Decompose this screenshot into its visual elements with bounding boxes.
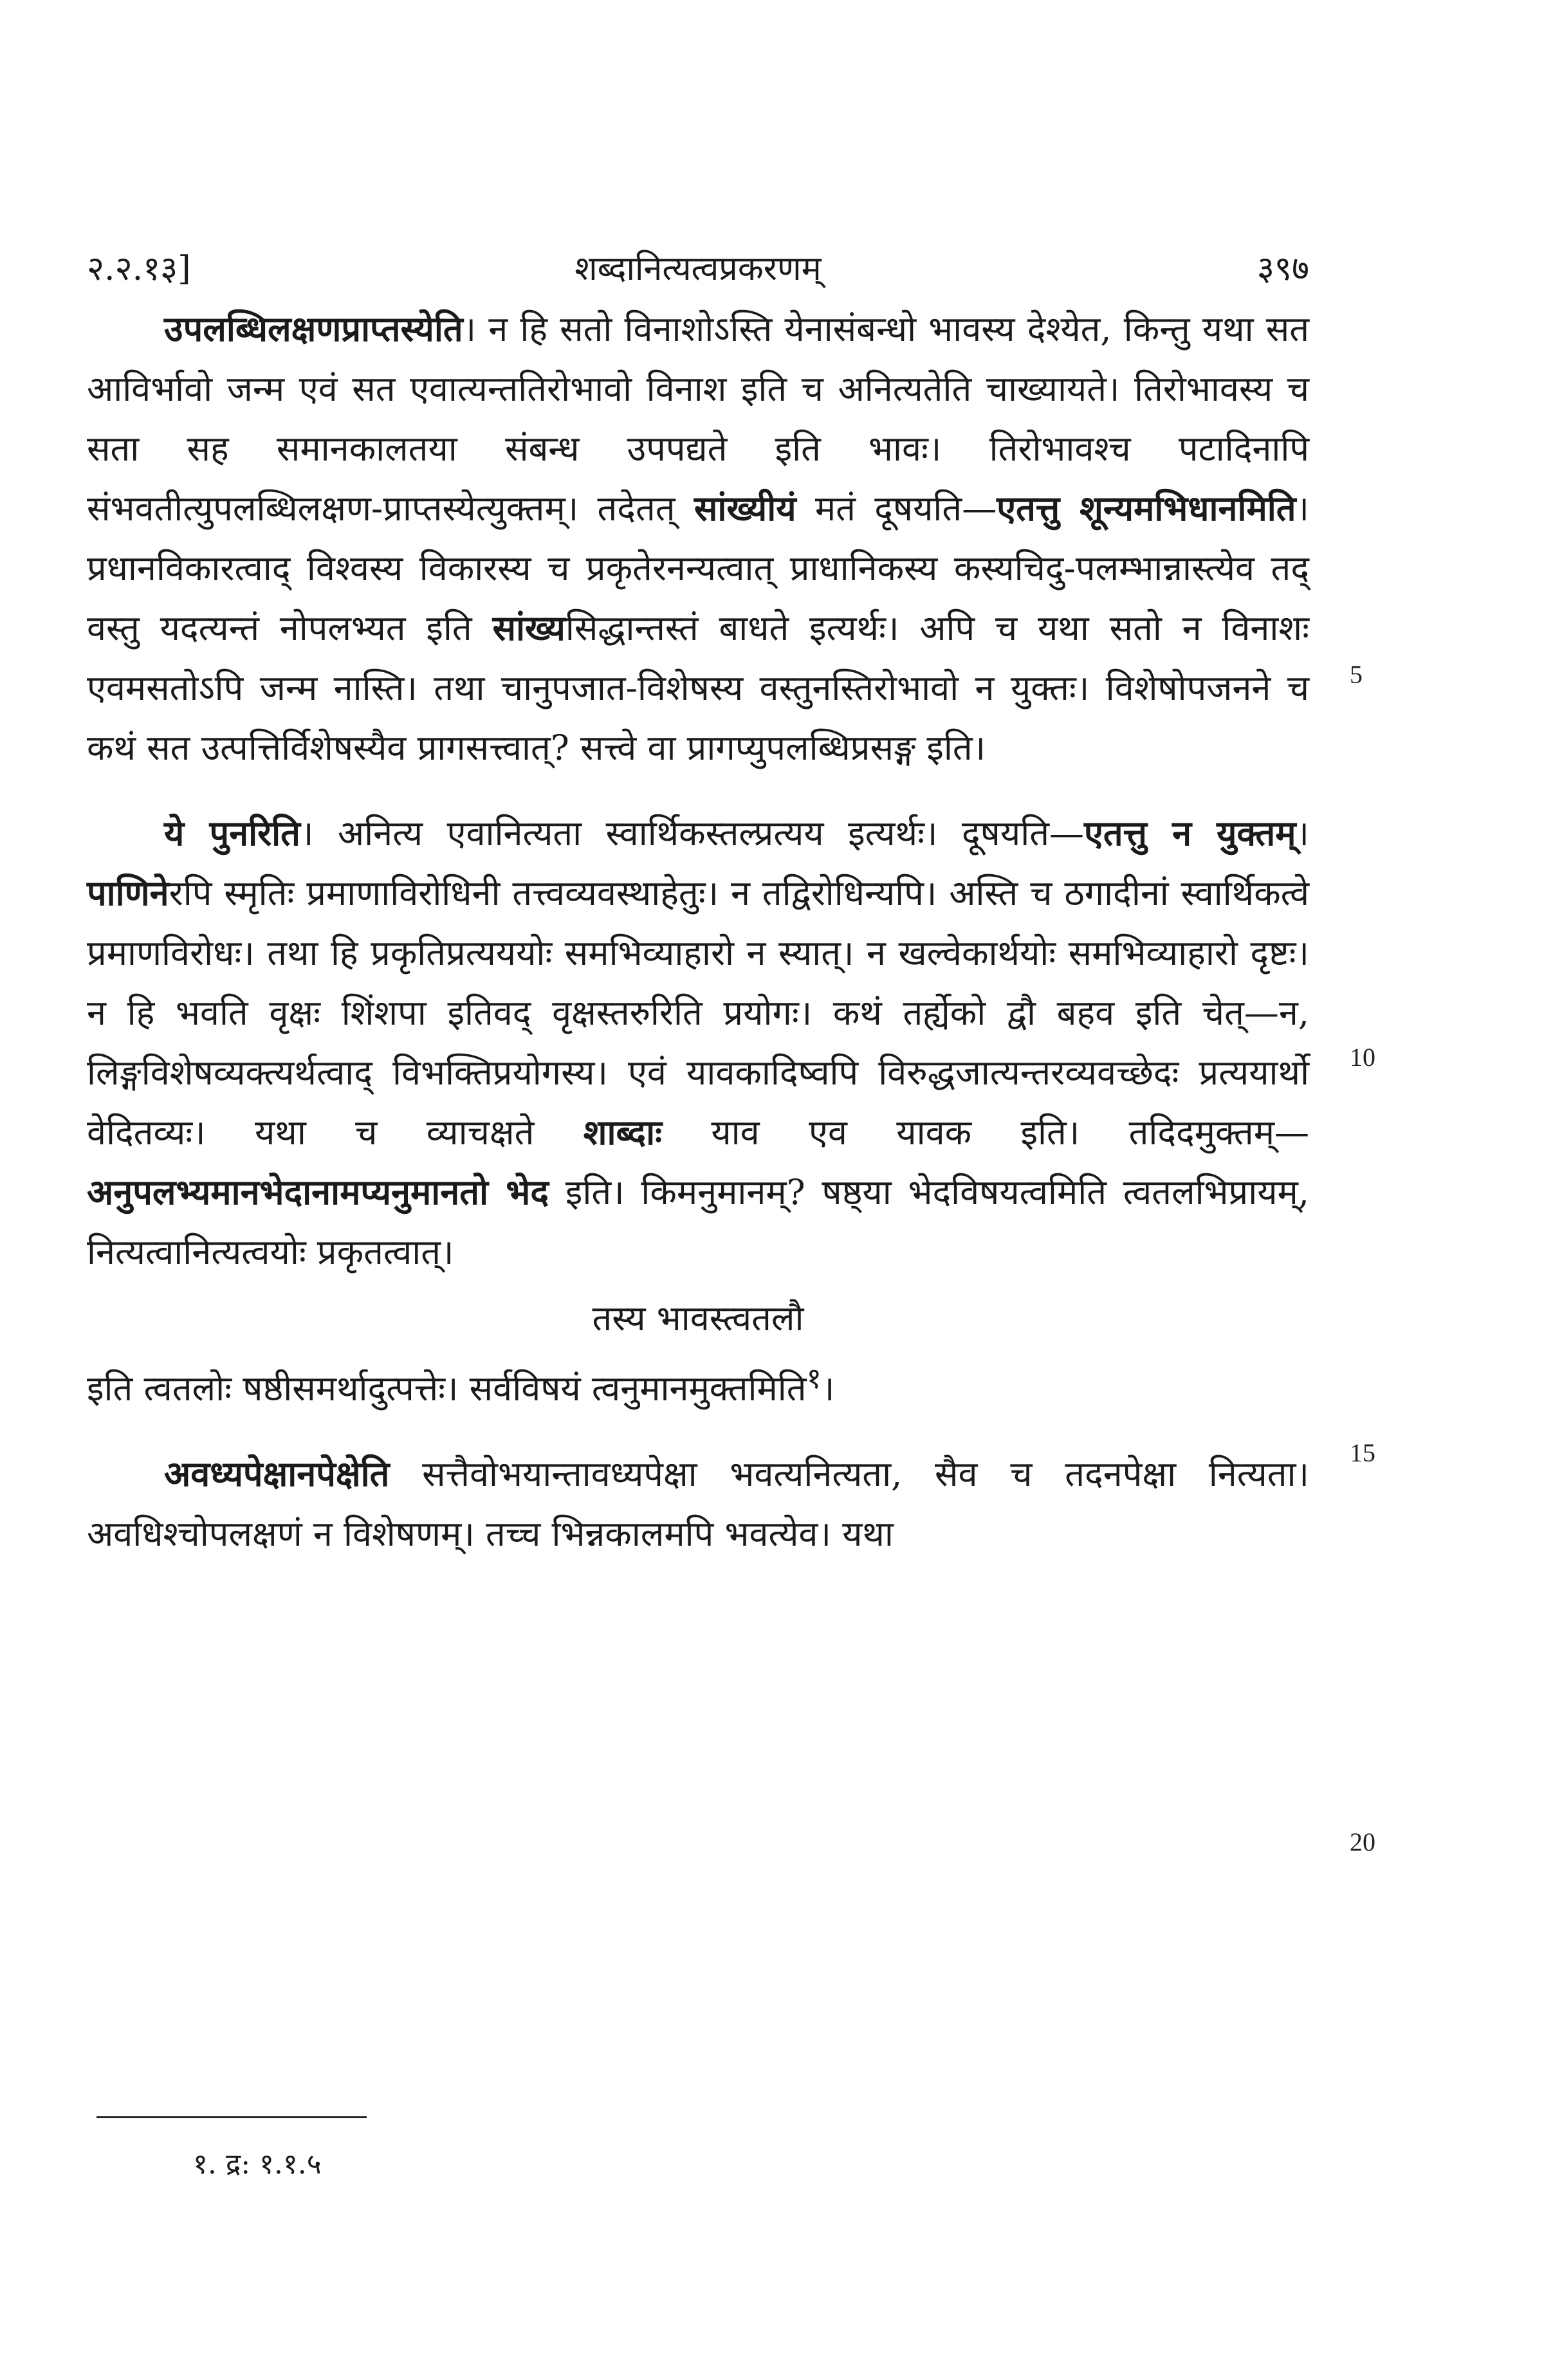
bold-term: पाणिने [87,872,169,913]
header-page-number: ३९७ [1256,250,1309,288]
paragraph-2: ये पुनरिति। अनित्य एवानित्यता स्वार्थिकस्तल्प्रत्यय इत्यर्थः। दूषयति—एतत्तु न युक्तम्। पाणिनेरपि स्मृतिः प्रमाणाविरोधिनी तत्त्वव्यवस्थाहेतुः। न तद्विरोधिन्यपि। अस्ति च ठगादीनां स्वार्थिकत्वे प्रमाणविरोधः। तथा हि प्रकृतिप्रत्यययोः समभिव्याहारो न स्यात्। न खल्वेकार्थयोः समभिव्याहारो दृष्टः। न हि भवति वृक्षः शिंशपा इतिवद् वृक्षस्तरुरिति प्रयोगः। कथं तर्ह्येको द्वौ बहव इति चेत्—न, लिङ्गविशेषव्यक्त्यर्थत्वाद् विभक्तिप्रयोगस्य। एवं यावकादिष्वपि विरुद्धजात्यन्तरव्यवच्छेदः प्रत्ययार्थो वेदितव्यः। यथा च व्याचक्षते शाब्दाः याव एव यावक इति। तदिदमुक्तम्—अनुपलभ्यमानभेदानामप्यनुमानतो भेद इति। किमनुमानम्? षष्ठ्या भेदविषयत्वमिति त्वतलभिप्रायम्, नित्यत्वानित्यत्वयोः प्रकृतत्वात्। [87,812,1310,1272]
bold-term: सांख्यीयं [694,488,796,529]
bold-term: सांख्य [492,607,565,648]
lemma: एतत्तु शून्यमभिधानमिति [997,488,1296,529]
running-header [87,243,1309,295]
footnote: १. द्र: १.१.५ [193,2148,322,2181]
line-number: 15 [1350,1438,1375,1467]
lemma: एतत्तु न युक्तम् [1083,812,1296,854]
main-text [87,299,1309,1564]
line-number: 5 [1350,660,1363,689]
header-chapter-title: शब्दानित्यत्वप्रकरणम् [574,250,822,288]
verse-quote: तस्य भावस्त्वतलौ [592,1298,804,1339]
line-number: 10 [1350,1043,1375,1072]
line-number: 20 [1350,1827,1375,1856]
footnote-marker: १ [806,1361,822,1395]
bold-term: शाब्दाः [583,1112,662,1153]
footnote-separator [96,2116,367,2118]
lemma: उपलब्धिलक्षणप्राप्तस्येति [164,308,463,349]
quotation: अनुपलभ्यमानभेदानामप्यनुमानतो भेद [87,1171,549,1213]
paragraph-1: उपलब्धिलक्षणप्राप्तस्येति। न हि सतो विनाशोऽस्ति येनासंबन्धो भावस्य देश्येत, किन्तु यथा सत आविर्भावो जन्म एवं सत एवात्यन्ततिरोभावो विनाश इति च अनित्यतेति चाख्यायते। तिरोभावस्य च सता सह समानकालतया संबन्ध उपपद्यते इति भावः। तिरोभावश्च पटादिनापि संभवतीत्युपलब्धिलक्षण-प्राप्तस्येत्युक्तम्। तदेतत् सांख्यीयं मतं दूषयति—एतत्तु शून्यमभिधानमिति। प्रधानविकारत्वाद् विश्वस्य विकारस्य च प्रकृतेरनन्यत्वात् प्राधानिकस्य कस्यचिदु-पलम्भान्नास्त्येव तद् वस्तु यदत्यन्तं नोपलभ्यत इति सांख्यसिद्धान्तस्तं बाधते इत्यर्थः। अपि च यथा सतो न विनाशः एवमसतोऽपि जन्म नास्ति। तथा चानुपजात-विशेषस्य वस्तुनस्तिरोभावो न युक्तः। विशेषोपजनने च कथं सत उत्पत्तिर्विशेषस्यैव प्रागसत्त्वात्? सत्त्वे वा प्रागप्युपलब्धिप्रसङ्ग इति। [87,308,1309,768]
lemma: ये पुनरिति [164,812,300,854]
paragraph-3: इति त्वतलोः षष्ठीसमर्थादुत्पत्तेः। सर्वविषयं त्वनुमानमुक्तमिति$^१$। [87,1361,835,1409]
lemma: अवध्यपेक्षानपेक्षेति [164,1453,390,1494]
paragraph-4: अवध्यपेक्षानपेक्षेति सत्तैवोभयान्तावध्यपेक्षा भवत्यनित्यता, सैव च तदनपेक्षा नित्यता। अवधिश्चोपलक्षणं न विशेषणम्। तच्च भिन्नकालमपि भवत्येव। यथा [87,1453,1309,1554]
header-section-number: २.२.१३] [87,250,191,288]
